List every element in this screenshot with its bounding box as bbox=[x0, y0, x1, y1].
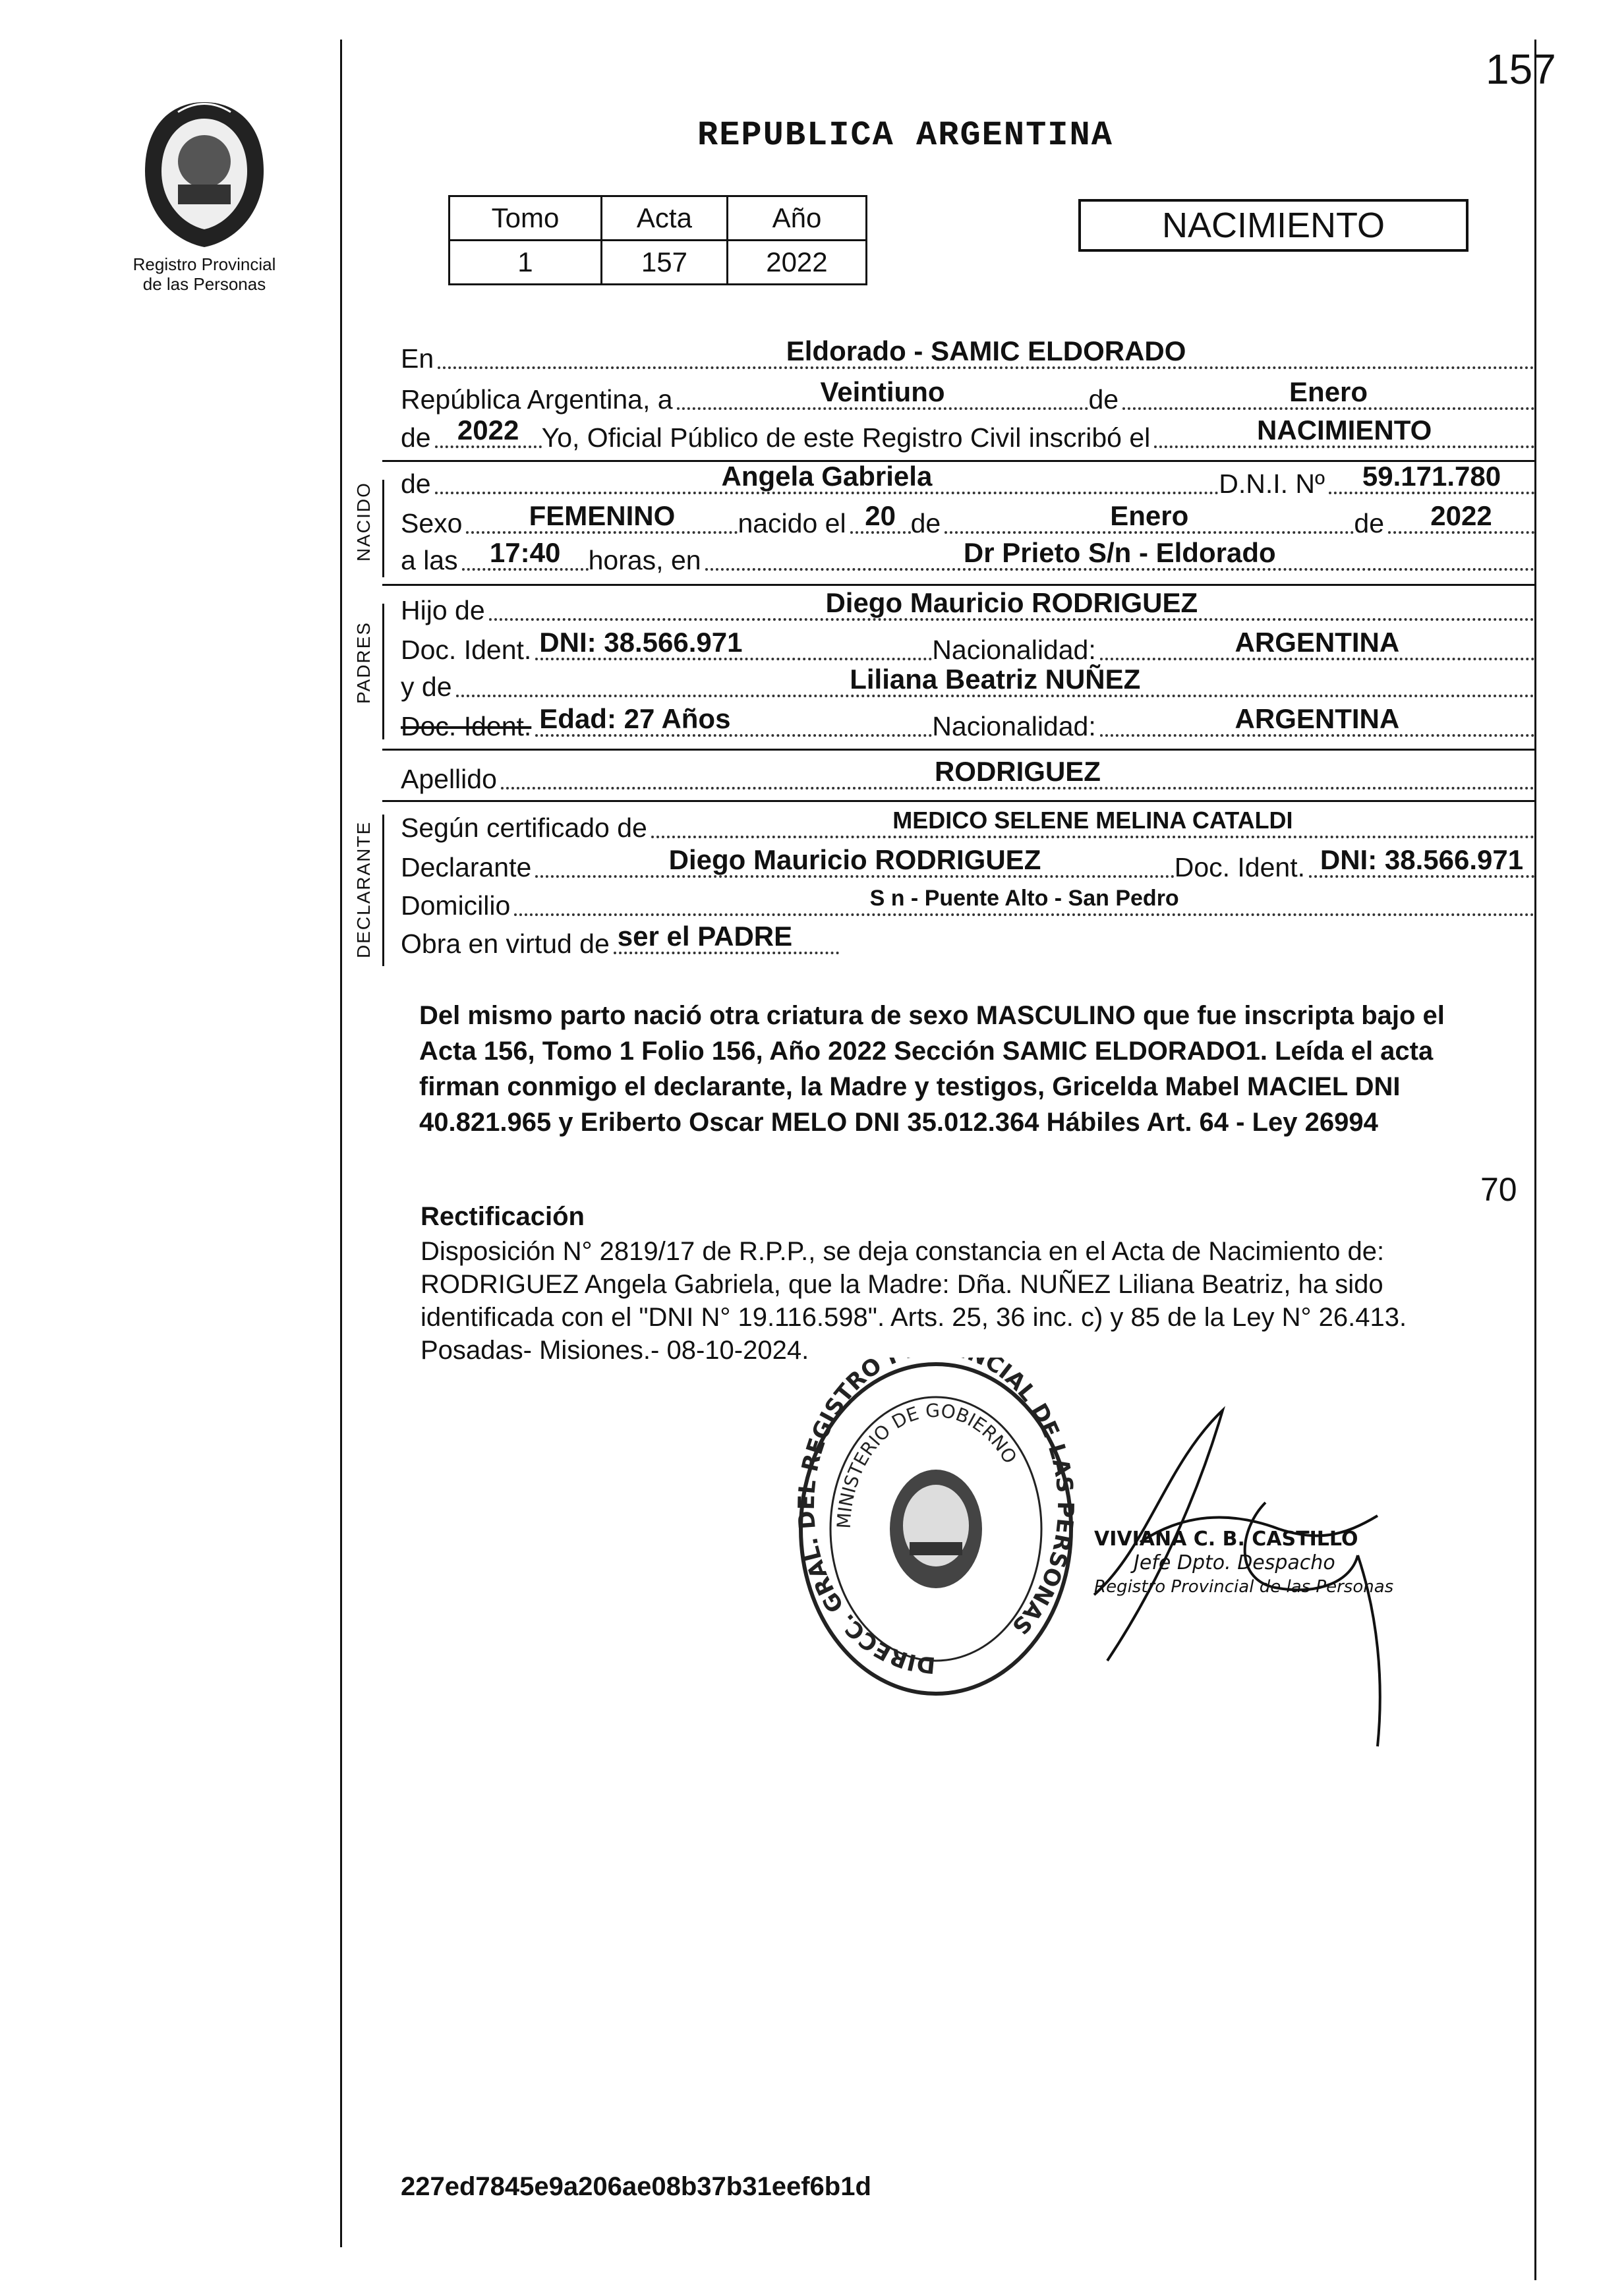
stamp-title: Jefe Dpto. Despacho bbox=[1134, 1551, 1335, 1574]
stamp-org: Registro Provincial de las Personas bbox=[1094, 1577, 1394, 1597]
rectification-line: identificada con el "DNI N° 19.116.598". Arts. 25, 36 inc. c) y 85 de la Ley N° 26.413. bbox=[421, 1303, 1407, 1332]
father-nationality: ARGENTINA bbox=[1100, 627, 1534, 660]
mother-doc: Edad: 27 Años bbox=[535, 704, 932, 737]
additional-note bbox=[419, 998, 1540, 1140]
de-label: de bbox=[1088, 384, 1119, 415]
date-row bbox=[401, 377, 1534, 415]
declarant-doc: DNI: 38.566.971 bbox=[1309, 845, 1534, 878]
document-title: REPUBLICA ARGENTINA bbox=[697, 116, 1113, 155]
doc-label: Doc. Ident. bbox=[401, 635, 532, 665]
mother-row bbox=[401, 664, 1534, 703]
register-table bbox=[448, 195, 867, 285]
page-number: 157 bbox=[1486, 45, 1556, 93]
register-header-row bbox=[450, 196, 867, 241]
declarant-row bbox=[401, 845, 1534, 883]
place-value: Eldorado - SAMIC ELDORADO bbox=[438, 336, 1534, 369]
note-line: 40.821.965 y Eriberto Oscar MELO DNI 35.012.364 Hábiles Art. 64 - Ley 26994 bbox=[419, 1108, 1378, 1137]
mother-nationality: ARGENTINA bbox=[1100, 704, 1534, 737]
domicile-label: Domicilio bbox=[401, 890, 511, 921]
certificate-value: MEDICO SELENE MELINA CATALDI bbox=[651, 805, 1534, 838]
rectification-line: Posadas- Misiones.- 08-10-2024. bbox=[421, 1336, 809, 1365]
en-label: En bbox=[401, 343, 434, 374]
official-stamp bbox=[1094, 1528, 1393, 1599]
birth-time: 17:40 bbox=[462, 538, 589, 571]
role-row bbox=[401, 921, 1534, 960]
rectification-title: Rectificación bbox=[421, 1202, 585, 1231]
certificate-label: Según certificado de bbox=[401, 813, 647, 843]
separator bbox=[382, 584, 1534, 586]
official-seal bbox=[791, 1358, 1081, 1700]
child-name: Angela Gabriela bbox=[435, 461, 1219, 494]
section-label-padres: PADRES bbox=[353, 621, 374, 704]
role-label: Obra en virtud de bbox=[401, 929, 610, 959]
place-row bbox=[401, 336, 1534, 374]
de-label: de bbox=[1354, 508, 1384, 538]
time-place-row bbox=[401, 538, 1534, 576]
sex-date-row bbox=[401, 501, 1534, 539]
father-name: Diego Mauricio RODRIGUEZ bbox=[489, 588, 1534, 621]
section-label-nacido: NACIDO bbox=[353, 482, 374, 561]
month-text: Enero bbox=[1122, 377, 1534, 410]
document-type-box: NACIMIENTO bbox=[1078, 199, 1468, 252]
sexo-label: Sexo bbox=[401, 508, 463, 538]
name-row bbox=[401, 461, 1534, 500]
seal-outer-text: DIRECC. GRAL. DEL REGISTRO CIAL DE LAS PERSONAS bbox=[793, 1358, 1079, 1679]
year-value: 2022 bbox=[435, 415, 542, 448]
dni-label: D.N.I. Nº bbox=[1219, 469, 1325, 499]
y-label: y de bbox=[401, 672, 452, 702]
hijo-label: Hijo de bbox=[401, 595, 485, 625]
doc-label-struck: Doc. Ident. bbox=[401, 711, 532, 741]
doc-label: Doc. Ident. bbox=[1174, 852, 1305, 882]
note-line: Acta 156, Tomo 1 Folio 156, Año 2022 Sección SAMIC ELDORADO1. Leída el acta bbox=[419, 1037, 1434, 1066]
register-value-row bbox=[450, 241, 867, 285]
section-bracket bbox=[382, 480, 384, 577]
domicile-value: S n - Puente Alto - San Pedro bbox=[514, 883, 1534, 916]
declarant-label: Declarante bbox=[401, 852, 532, 882]
section-bracket bbox=[382, 815, 384, 966]
section-bracket bbox=[382, 604, 384, 739]
seal-inner-text: MINISTERIO DE GOBIERNO bbox=[832, 1399, 1022, 1530]
rectification-line: Disposición N° 2819/17 de R.P.P., se deja constancia en el Acta de Nacimiento de: bbox=[421, 1237, 1385, 1266]
mother-name: Liliana Beatriz NUÑEZ bbox=[456, 664, 1535, 697]
nationality-label: Nacionalidad: bbox=[932, 711, 1096, 741]
father-row bbox=[401, 588, 1534, 626]
de-label: de bbox=[401, 469, 431, 499]
note-line: Del mismo parto nació otra criatura de sexo MASCULINO que fue inscripta bajo el bbox=[419, 1001, 1445, 1030]
section-label-declarante: DECLARANTE bbox=[353, 820, 374, 958]
de-label: de bbox=[910, 508, 941, 538]
republica-label: República Argentina, a bbox=[401, 384, 673, 415]
right-margin-line bbox=[1534, 40, 1536, 2280]
org-name: Registro Provincial de las Personas bbox=[132, 254, 276, 294]
mother-doc-row bbox=[401, 704, 1534, 742]
separator bbox=[382, 800, 1534, 802]
inscribed-type: NACIMIENTO bbox=[1154, 415, 1534, 448]
child-dni: 59.171.780 bbox=[1329, 461, 1534, 494]
alas-label: a las bbox=[401, 545, 458, 575]
child-sex: FEMENINO bbox=[466, 501, 738, 534]
separator bbox=[382, 749, 1534, 751]
surname-value: RODRIGUEZ bbox=[501, 757, 1534, 789]
surname-label: Apellido bbox=[401, 764, 497, 794]
horas-label: horas, en bbox=[588, 545, 701, 575]
certificate-row bbox=[401, 805, 1534, 844]
rectification-number: 70 bbox=[1480, 1171, 1517, 1208]
domicile-row bbox=[401, 883, 1534, 921]
province-coat-of-arms-logo bbox=[138, 99, 270, 250]
register-value-cell: 157 bbox=[601, 241, 727, 285]
nacido-label: nacido el bbox=[738, 508, 846, 538]
inscription-row bbox=[401, 415, 1534, 453]
nationality-label: Nacionalidad: bbox=[932, 635, 1096, 665]
rectification-text bbox=[421, 1235, 1534, 1367]
left-margin-line bbox=[340, 40, 342, 2247]
note-line: firman conmigo el declarante, la Madre y testigos, Gricelda Mabel MACIEL DNI bbox=[419, 1072, 1401, 1101]
register-value-cell: 1 bbox=[450, 241, 602, 285]
de-label: de bbox=[401, 422, 431, 453]
surname-row bbox=[401, 757, 1534, 795]
birth-year: 2022 bbox=[1388, 501, 1534, 534]
register-value-cell: 2022 bbox=[727, 241, 866, 285]
role-value: ser el PADRE bbox=[614, 921, 839, 954]
father-doc: DNI: 38.566.971 bbox=[535, 627, 932, 660]
father-doc-row bbox=[401, 627, 1534, 666]
declarant-name: Diego Mauricio RODRIGUEZ bbox=[535, 845, 1174, 878]
register-header-cell: Año bbox=[727, 196, 866, 241]
register-header-cell: Tomo bbox=[450, 196, 602, 241]
birth-day: 20 bbox=[850, 501, 911, 534]
officer-text: Yo, Oficial Público de este Registro Civil inscribó el bbox=[541, 422, 1151, 453]
register-header-cell: Acta bbox=[601, 196, 727, 241]
day-text: Veintiuno bbox=[677, 377, 1089, 410]
birth-place: Dr Prieto S/n - Eldorado bbox=[705, 538, 1534, 571]
birth-month: Enero bbox=[945, 501, 1354, 534]
stamp-name: VIVIANA C. B. CASTILLO bbox=[1094, 1528, 1358, 1551]
rectification-line: RODRIGUEZ Angela Gabriela, que la Madre: Dña. NUÑEZ Liliana Beatriz, ha sido bbox=[421, 1270, 1383, 1299]
document-hash: 227ed7845e9a206ae08b37b31eef6b1d bbox=[401, 2172, 871, 2201]
